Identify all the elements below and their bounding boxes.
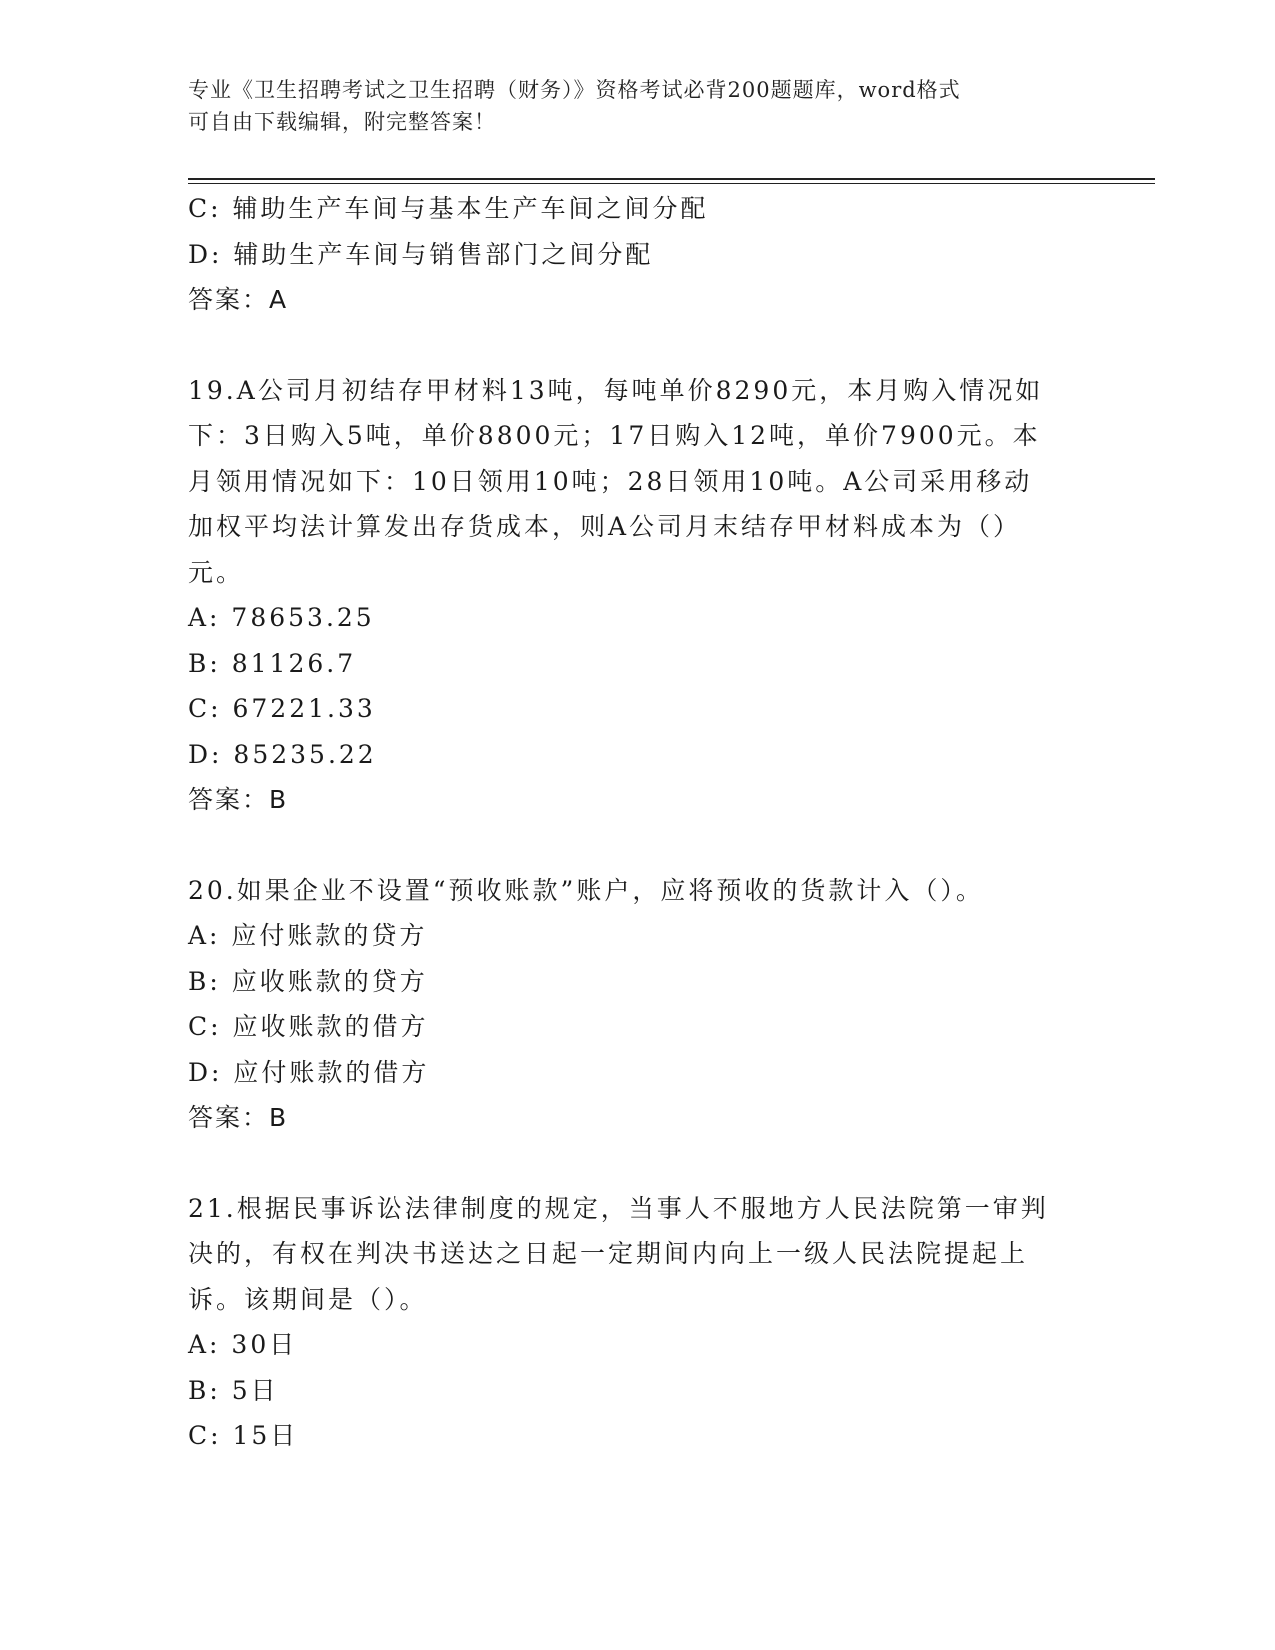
- document-body: [188, 186, 1088, 1459]
- option-a: A: 78653.25: [188, 603, 375, 632]
- header-divider-thin: [188, 183, 1155, 184]
- question-18-tail: [188, 186, 1088, 323]
- option-d: D: 应付账款的借方: [188, 1057, 430, 1087]
- question-text-line: 20.如果企业不设置“预收账款”账户，应将预收的货款计入（）。: [188, 875, 984, 905]
- option-b: B: 应收账款的贷方: [188, 966, 428, 996]
- question-text-line: 诉。该期间是（）。: [188, 1284, 428, 1314]
- option-b: B: 5日: [188, 1375, 279, 1405]
- option-d: D: 辅助生产车间与销售部门之间分配: [188, 239, 654, 269]
- question-19: [188, 368, 1088, 823]
- question-text-line: 决的，有权在判决书送达之日起一定期间内向上一级人民法院提起上: [188, 1239, 1029, 1268]
- answer-line: 答案：B: [188, 785, 289, 814]
- option-a: A: 应付账款的贷方: [188, 921, 428, 950]
- question-text-line: 下：3日购入5吨，单价8800元；17日购入12吨，单价7900元。本: [188, 421, 1041, 450]
- option-a: A: 30日: [188, 1330, 298, 1359]
- option-c: C: 67221.33: [188, 694, 376, 723]
- header-line-2: 可自由下载编辑，附完整答案！: [188, 110, 496, 134]
- question-21: [188, 1186, 1088, 1459]
- option-b: B: 81126.7: [188, 648, 357, 678]
- question-text-line: 加权平均法计算发出存货成本，则A公司月末结存甲材料成本为（）: [188, 512, 1022, 541]
- question-20: [188, 868, 1088, 1141]
- option-d: D: 85235.22: [188, 739, 377, 769]
- question-text-line: 月领用情况如下：10日领用10吨；28日领用10吨。A公司采用移动: [188, 466, 1033, 496]
- header-divider-thick: [188, 178, 1155, 180]
- option-c: C: 应收账款的借方: [188, 1012, 429, 1041]
- answer-line: 答案：B: [188, 1103, 289, 1132]
- document-header: [188, 74, 1088, 138]
- header-line-1: 专业《卫生招聘考试之卫生招聘（财务）》资格考试必背200题题库，word格式: [188, 78, 961, 102]
- option-c: C: 15日: [188, 1421, 299, 1450]
- answer-line: 答案：A: [188, 285, 289, 314]
- question-text-line: 19.A公司月初结存甲材料13吨，每吨单价8290元，本月购入情况如: [188, 375, 1044, 405]
- option-c: C: 辅助生产车间与基本生产车间之间分配: [188, 194, 709, 223]
- question-text-line: 元。: [188, 557, 245, 587]
- question-text-line: 21.根据民事诉讼法律制度的规定，当事人不服地方人民法院第一审判: [188, 1193, 1049, 1223]
